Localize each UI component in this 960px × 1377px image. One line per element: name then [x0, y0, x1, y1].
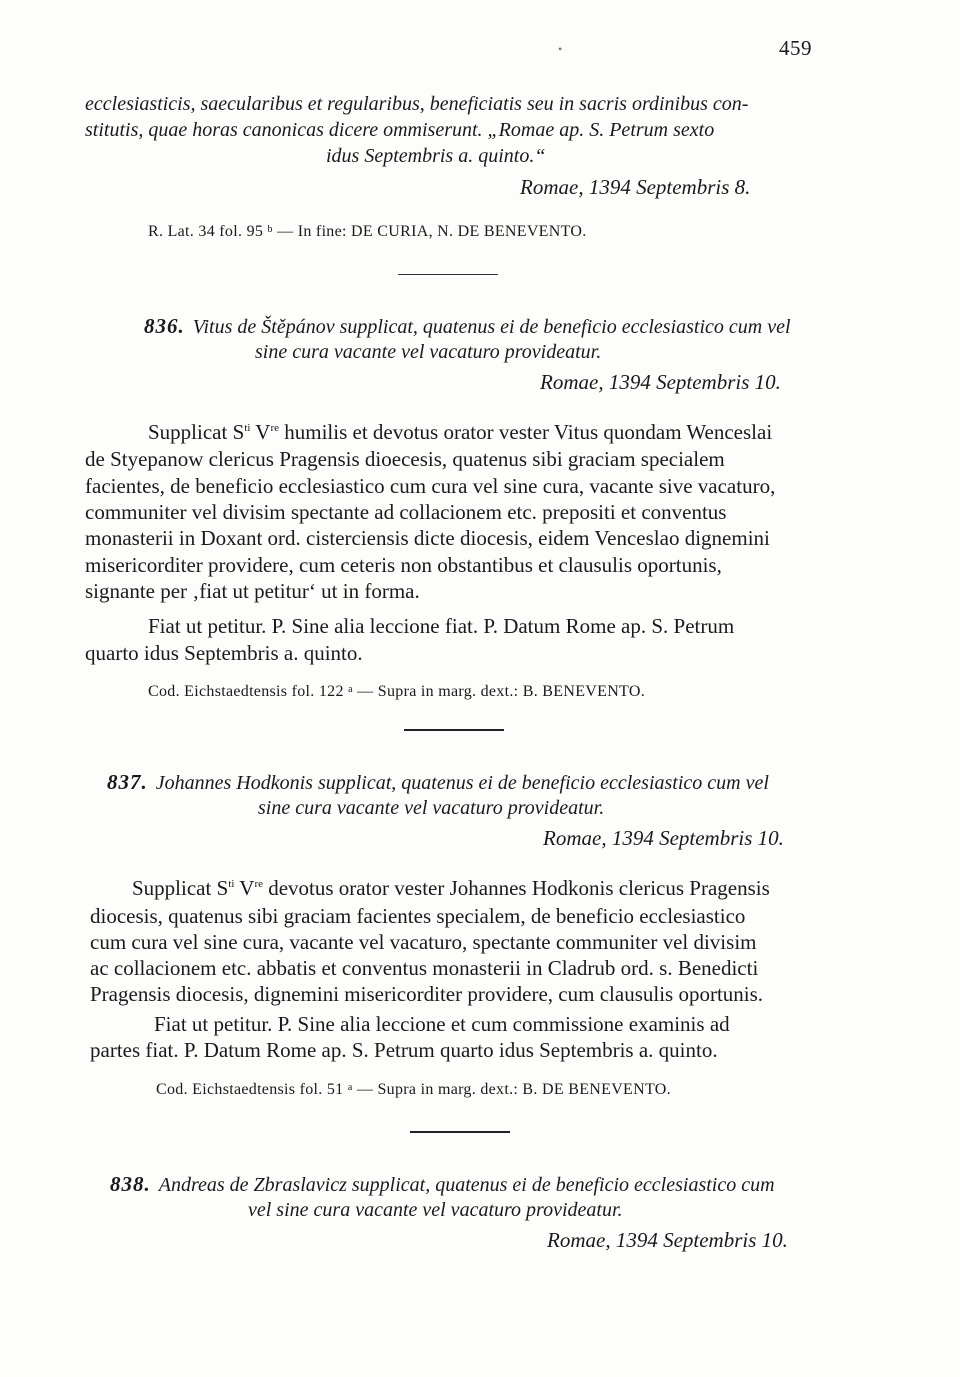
entry-836-body-line: de Styepanow clericus Pragensis dioecesis, quatenus sibi graciam specialem — [85, 447, 725, 471]
entry-837-heading-2: sine cura vacante vel vacaturo provideatur. — [258, 797, 605, 819]
body-sup: ti — [228, 878, 235, 890]
source-suffix: — Supra in marg. dext.: B. DE BENEVENTO. — [356, 1081, 671, 1098]
body-rest: humilis et devotus orator vester Vitus quondam Wenceslai — [278, 420, 773, 444]
entry-837-fiat-1: Fiat ut petitur. P. Sine alia leccione et cum commissione examinis ad — [154, 1012, 730, 1036]
source-sup: a — [348, 684, 353, 695]
entry-838-heading-1 — [110, 1172, 775, 1197]
source-prefix: Cod. Eichstaedtensis fol. 122 — [148, 683, 344, 700]
entry-836-fiat-1: Fiat ut petitur. P. Sine alia leccione fiat. P. Datum Rome ap. S. Petrum — [148, 614, 735, 638]
intro-line-2: stitutis, quae horas canonicas dicere ommiserunt. „Romae ap. S. Petrum sexto — [85, 119, 715, 141]
body-mid: V — [234, 876, 255, 900]
entry-heading: Johannes Hodkonis supplicat, quatenus ei de beneficio ecclesiastico cum vel — [155, 772, 769, 794]
entry-836-body-line: facientes, de beneficio ecclesiastico cum cura vel sine cura, vacante sive vacaturo, — [85, 474, 776, 498]
source-suffix: — Supra in marg. dext.: B. BENEVENTO. — [357, 683, 645, 700]
entry-837-date: Romae, 1394 Septembris 10. — [543, 826, 784, 850]
entry-836-source — [148, 680, 645, 704]
section-divider — [398, 274, 498, 275]
body-rest: devotus orator vester Johannes Hodkonis clericus Pragensis — [262, 876, 770, 900]
source-sup: a — [347, 1082, 353, 1093]
entry-837-body-line: diocesis, quatenus sibi graciam facientes specialem, de beneficio ecclesiastico — [90, 904, 746, 928]
source-prefix: Cod. Eichstaedtensis fol. 51 — [156, 1081, 344, 1098]
source-suffix: — In fine: DE CURIA, N. DE BENEVENTO. — [277, 223, 587, 240]
entry-837-fiat-2: partes fiat. P. Datum Rome ap. S. Petrum quarto idus Septembris a. quinto. — [90, 1038, 718, 1062]
section-divider — [410, 1131, 510, 1133]
intro-date: Romae, 1394 Septembris 8. — [520, 175, 751, 199]
entry-837-body-line: ac collacionem etc. abbatis et conventus monasterii in Cladrub ord. s. Benedicti — [90, 956, 759, 980]
entry-837-heading-1 — [107, 770, 769, 795]
entry-836-body-line: monasterii in Doxant ord. cisterciensis dicte diocesis, eidem Venceslao dignemini — [85, 526, 770, 550]
entry-837-source — [156, 1078, 671, 1102]
intro-line-3: idus Septembris a. quinto.“ — [326, 145, 546, 167]
entry-836-heading-2: sine cura vacante vel vacaturo provideatur. — [255, 341, 602, 363]
intro-line-1: ecclesiasticis, saecularibus et regularibus, beneficiatis seu in sacris ordinibus con- — [85, 93, 749, 115]
entry-836-date: Romae, 1394 Septembris 10. — [540, 370, 781, 394]
section-divider — [404, 729, 504, 731]
entry-836-body-line-1 — [148, 420, 772, 444]
entry-838-date: Romae, 1394 Septembris 10. — [547, 1228, 788, 1252]
entry-836-body-line: communiter vel divisim spectante ad collacionem etc. prepositi et conventus — [85, 500, 727, 524]
body-sup: re — [254, 878, 263, 890]
speck-mark: • — [558, 42, 563, 56]
body-lead: Supplicat S — [148, 420, 245, 444]
entry-837-body-line: cum cura vel sine cura, vacante vel vacaturo, spectante communiter vel divisim — [90, 930, 757, 954]
entry-heading: Andreas de Zbraslavicz supplicat, quatenus ei de beneficio ecclesiastico cum — [158, 1174, 775, 1196]
source-prefix: R. Lat. 34 fol. 95 — [148, 223, 264, 240]
entry-heading: Vitus de Štěpánov supplicat, quatenus ei de beneficio ecclesiastico cum vel — [192, 316, 791, 338]
entry-number: 836. — [144, 314, 185, 338]
body-mid: V — [250, 420, 271, 444]
entry-838-heading-2: vel sine cura vacante vel vacaturo provideatur. — [248, 1199, 623, 1221]
intro-source — [148, 220, 587, 244]
body-sup: ti — [244, 422, 251, 434]
entry-836-body-line: signante per ‚fiat ut petitur‘ ut in forma. — [85, 579, 420, 603]
entry-837-body-line-1 — [132, 876, 770, 900]
entry-836-fiat-2: quarto idus Septembris a. quinto. — [85, 641, 363, 665]
entry-837-body-line: Pragensis diocesis, dignemini misericorditer providere, cum clausulis oportunis. — [90, 982, 764, 1006]
entry-836-body-line: misericorditer providere, cum ceteris non obstantibus et clausulis oportunis, — [85, 553, 722, 577]
body-sup: re — [270, 422, 279, 434]
entry-number: 838. — [110, 1172, 151, 1196]
entry-number: 837. — [107, 770, 148, 794]
body-lead: Supplicat S — [132, 876, 229, 900]
page-number: 459 — [779, 36, 812, 60]
source-sup: b — [267, 224, 273, 235]
entry-836-heading-1 — [144, 314, 791, 339]
